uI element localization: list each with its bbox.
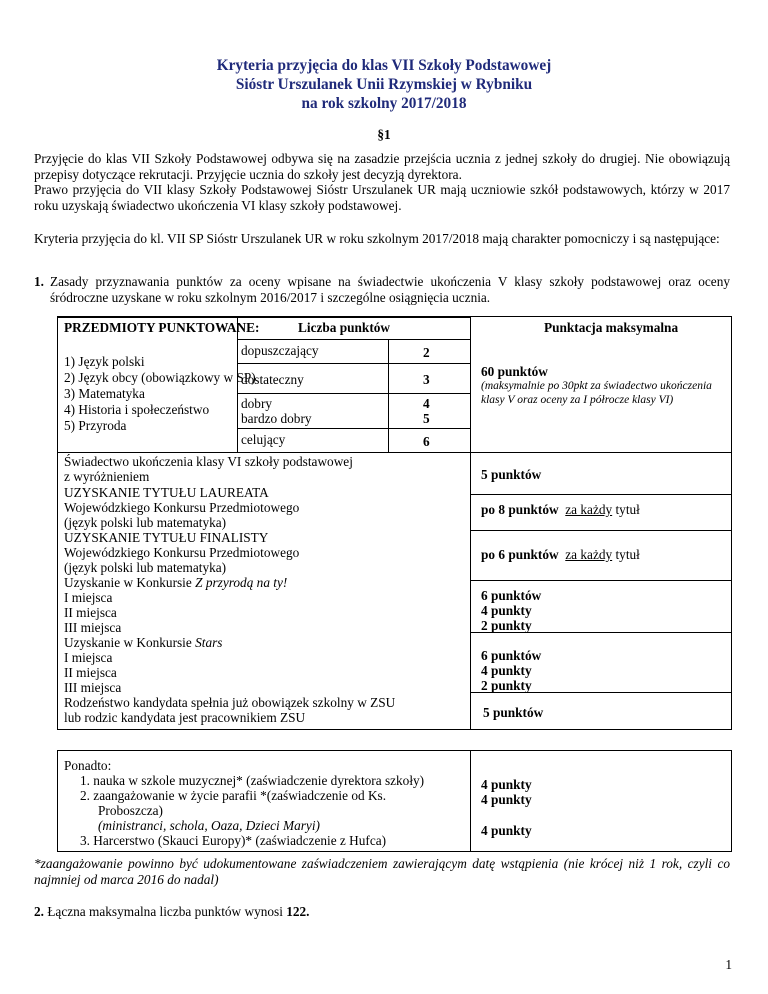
extra-points: 4 punkty bbox=[481, 823, 532, 838]
item-2-number: 2. bbox=[34, 904, 44, 919]
extra-item: 1. nauka w szkole muzycznej* (zaświadczenie dyrektora szkoły) bbox=[80, 773, 425, 788]
footnote: *zaangażowanie powinno być udokumentowane zaświadczeniem zawierającym datę wstąpienia (nie krócej niż 1 rok, czyli co najmniej od marca 2016 do nadal) bbox=[34, 856, 730, 887]
subject-4: 4) Historia i społeczeństwo bbox=[64, 402, 210, 417]
row-text: (język polski lub matematyka) bbox=[64, 515, 227, 530]
row-max: 5 punktów bbox=[481, 467, 542, 482]
document-title bbox=[0, 56, 768, 113]
intro-p1: Przyjęcie do klas VII Szkoły Podstawowej odbywa się na zasadzie przejścia ucznia z jednej szkoły do drugiej. Nie obowiązują przepisy dotyczące rekrutacji. Przyjęcie ucznia do szkoły jest decyzją dyrektora. bbox=[34, 151, 730, 182]
item-1-number: 1. bbox=[34, 274, 44, 289]
row-text: UZYSKANIE TYTUŁU FINALISTY bbox=[64, 530, 269, 545]
row-place: II miejsca bbox=[64, 665, 117, 680]
row-max: po 6 punktów za każdy tytuł bbox=[481, 547, 640, 562]
row-text: Rodzeństwo kandydata spełnia już obowiązek szkolny w ZSU bbox=[64, 695, 396, 710]
intro-paragraph bbox=[34, 151, 730, 213]
row-max: 5 punktów bbox=[483, 705, 544, 720]
row-max: 2 punkty bbox=[481, 618, 532, 633]
subject-5: 5) Przyroda bbox=[64, 418, 127, 433]
row-max: po 8 punktów za każdy tytuł bbox=[481, 502, 640, 517]
intro-p3: Kryteria przyjęcia do kl. VII SP Sióstr Urszulanek UR w roku szkolnym 2017/2018 mają charakter pomocniczy i są następujące: bbox=[34, 231, 720, 246]
row-text: Uzyskanie w Konkursie Stars bbox=[64, 635, 223, 650]
grade-name: dobry bbox=[241, 396, 273, 411]
item-1 bbox=[34, 274, 730, 305]
row-text: Uzyskanie w Konkursie Z przyrodą na ty! bbox=[64, 575, 288, 590]
grade-points: 4 bbox=[423, 396, 430, 411]
row-place: I miejsca bbox=[64, 650, 113, 665]
row-text: z wyróżnieniem bbox=[64, 469, 150, 484]
row-max: 4 punkty bbox=[481, 663, 532, 678]
row-place: I miejsca bbox=[64, 590, 113, 605]
extra-table bbox=[57, 750, 732, 852]
header-max: Punktacja maksymalna bbox=[544, 320, 679, 335]
subject-3: 3) Matematyka bbox=[64, 386, 145, 401]
row-max: 4 punkty bbox=[481, 603, 532, 618]
extra-points: 4 punkty bbox=[481, 792, 532, 807]
header-points: Liczba punktów bbox=[298, 320, 390, 335]
extra-item-cont: (ministranci, schola, Oaza, Dzieci Maryi) bbox=[98, 818, 320, 833]
extra-points: 4 punkty bbox=[481, 777, 532, 792]
row-place: II miejsca bbox=[64, 605, 117, 620]
extra-item: 3. Harcerstwo (Skauci Europy)* (zaświadczenie z Hufca) bbox=[80, 833, 387, 848]
row-place: III miejsca bbox=[64, 620, 122, 635]
row-text: lub rodzic kandydata jest pracownikiem ZSU bbox=[64, 710, 306, 725]
extra-item: 2. zaangażowanie w życie parafii *(zaświadczenie od Ks. bbox=[80, 788, 387, 803]
item-2-text: Łączna maksymalna liczba punktów wynosi bbox=[47, 904, 283, 919]
header-subjects: PRZEDMIOTY PUNKTOWANE: bbox=[64, 320, 260, 335]
grade-name: dostateczny bbox=[241, 372, 304, 387]
subject-2: 2) Język obcy (obowiązkowy w SP) bbox=[64, 370, 256, 385]
grade-points: 6 bbox=[423, 434, 430, 449]
extra-item-cont: Proboszcza) bbox=[98, 803, 163, 818]
section-mark: §1 bbox=[377, 127, 391, 142]
grade-points: 2 bbox=[423, 345, 430, 360]
grades-max-note: (maksymalnie po 30pkt za świadectwo ukończenia klasy V oraz oceny za I półrocze klasy VI) bbox=[481, 380, 712, 406]
criteria-table bbox=[57, 316, 732, 730]
grade-name: dopuszczający bbox=[241, 343, 319, 358]
title-line-3: na rok szkolny 2017/2018 bbox=[301, 95, 467, 112]
item-1-text: Zasady przyznawania punktów za oceny wpisane na świadectwie ukończenia V klasy szkoły podstawowej oraz oceny śródroczne uzyskane w roku szkolnym 2016/2017 i szczególne osiągnięcia ucznia. bbox=[50, 274, 730, 305]
grades-max: 60 punktów bbox=[481, 364, 548, 379]
item-2 bbox=[34, 904, 310, 920]
title-line-1: Kryteria przyjęcia do klas VII Szkoły Podstawowej bbox=[216, 57, 552, 74]
row-place: III miejsca bbox=[64, 680, 122, 695]
page-number: 1 bbox=[725, 957, 732, 972]
grade-name: bardzo dobry bbox=[241, 411, 312, 426]
row-max: 2 punkty bbox=[481, 678, 532, 693]
row-text: Wojewódzkiego Konkursu Przedmiotowego bbox=[64, 545, 300, 560]
item-2-value: 122. bbox=[286, 904, 310, 919]
row-text: Wojewódzkiego Konkursu Przedmiotowego bbox=[64, 500, 300, 515]
subject-1: 1) Język polski bbox=[64, 354, 145, 369]
grade-points: 5 bbox=[423, 411, 430, 426]
grade-points: 3 bbox=[423, 372, 430, 387]
row-text: (język polski lub matematyka) bbox=[64, 560, 227, 575]
extra-heading: Ponadto: bbox=[64, 758, 112, 773]
row-text: UZYSKANIE TYTUŁU LAUREATA bbox=[64, 485, 269, 500]
row-max: 6 punktów bbox=[481, 648, 542, 663]
intro-p2: Prawo przyjęcia do VII klasy Szkoły Podstawowej Sióstr Urszulanek UR mają uczniowie szkół podstawowych, którzy w 2017 roku uzyskają świadectwo ukończenia VI klasy szkoły podstawowej. bbox=[34, 182, 730, 213]
title-line-2: Sióstr Urszulanek Unii Rzymskiej w Rybniku bbox=[235, 76, 533, 93]
grade-name: celujący bbox=[241, 432, 286, 447]
row-max: 6 punktów bbox=[481, 588, 542, 603]
row-text: Świadectwo ukończenia klasy VI szkoły podstawowej bbox=[64, 454, 353, 469]
